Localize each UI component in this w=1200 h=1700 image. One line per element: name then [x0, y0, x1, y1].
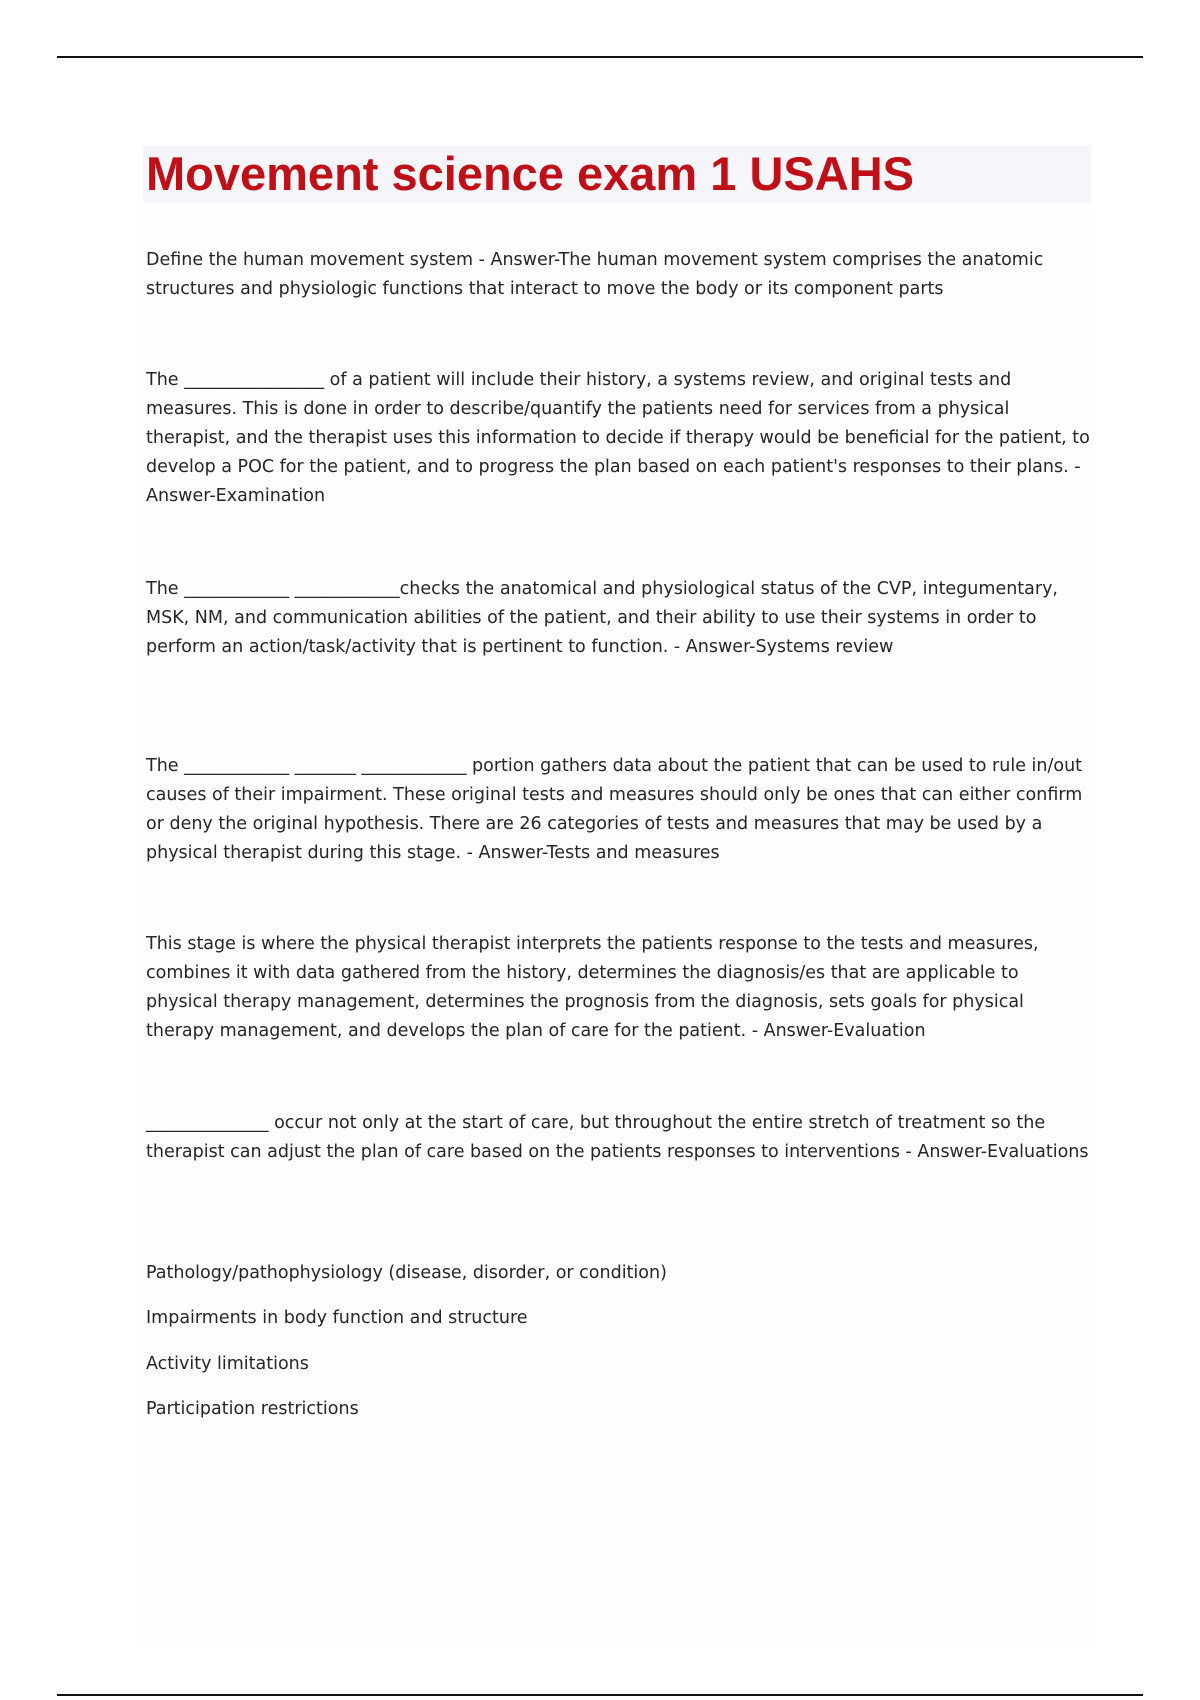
- top-rule: [57, 56, 1143, 58]
- document-title: Movement science exam 1 USAHS: [146, 147, 914, 200]
- question-paragraph-6: ______________ occur not only at the start of care, but throughout the entire stretch of treatment so the therapist can adjust the plan of care based on the patients responses to interventions - Answer-Evaluations: [146, 1113, 1089, 1162]
- list-item: Impairments in body function and structure: [146, 1308, 528, 1328]
- list-item: Activity limitations: [146, 1354, 309, 1374]
- list-item: Participation restrictions: [146, 1399, 359, 1419]
- bottom-rule: [57, 1694, 1143, 1696]
- question-paragraph-3: The ____________ ____________checks the anatomical and physiological status of the CVP, integumentary, MSK, NM, and communication abilities of the patient, and their ability to use their systems in order to perform an action/task/activity that is pertinent to function. - Answer-Systems review: [146, 579, 1058, 657]
- question-paragraph-4: The ____________ _______ ____________ portion gathers data about the patient that can be used to rule in/out causes of their impairment. These original tests and measures should only be ones that can either confirm or deny the original hypothesis. There are 26 categories of tests and measures that may be used by a physical therapist during this stage. - Answer-Tests and measures: [146, 756, 1083, 863]
- list-item: Pathology/pathophysiology (disease, disorder, or condition): [146, 1263, 667, 1283]
- question-paragraph-5: This stage is where the physical therapist interprets the patients response to the tests and measures, combines it with data gathered from the history, determines the diagnosis/es that are applicable to physical therapy management, determines the prognosis from the diagnosis, sets goals for physical therapy management, and develops the plan of care for the patient. - Answer-Evaluation: [146, 934, 1039, 1041]
- question-paragraph-1: Define the human movement system - Answer-The human movement system comprises the anatomic structures and physiologic functions that interact to move the body or its component parts: [146, 250, 1044, 299]
- question-paragraph-2: The ________________ of a patient will include their history, a systems review, and original tests and measures. This is done in order to describe/quantify the patients need for services from a physical therapist, and the therapist uses this information to decide if therapy would be beneficial for the patient, to develop a POC for the patient, and to progress the plan based on each patient's responses to their plans. - Answer-Examination: [146, 370, 1090, 506]
